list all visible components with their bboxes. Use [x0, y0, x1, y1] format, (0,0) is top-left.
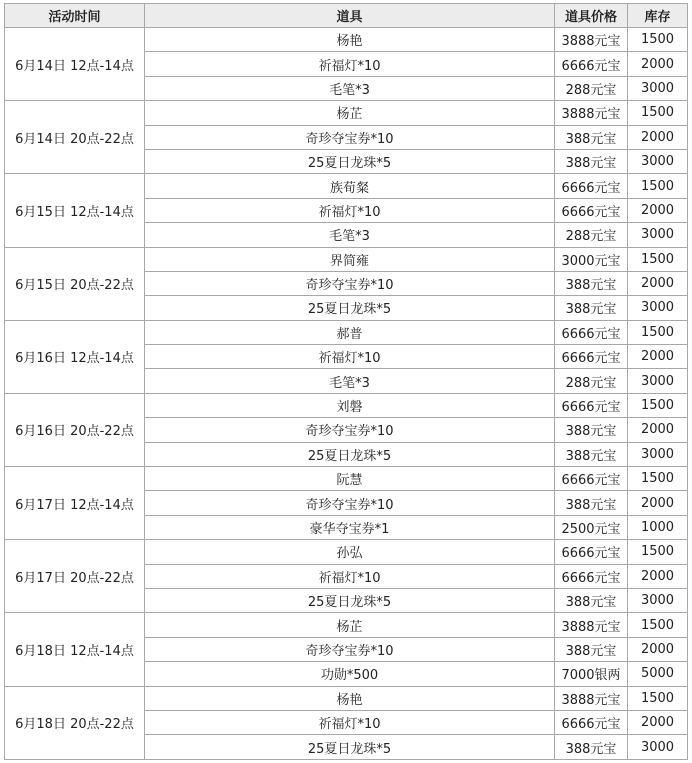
table-row — [5, 613, 688, 637]
activity-time-cell: 6月15日 20点-22点 — [5, 247, 145, 320]
item-cell: 奇珍夺宝券*10 — [145, 491, 555, 515]
price-cell: 388元宝 — [555, 637, 628, 661]
price-cell: 288元宝 — [555, 369, 628, 393]
price-cell: 288元宝 — [555, 223, 628, 247]
price-cell: 388元宝 — [555, 735, 628, 759]
stock-cell: 1500 — [628, 247, 688, 271]
price-cell: 3888元宝 — [555, 686, 628, 710]
table-row — [5, 467, 688, 491]
table-row — [5, 101, 688, 125]
stock-cell: 3000 — [628, 149, 688, 173]
stock-cell: 1500 — [628, 686, 688, 710]
price-cell: 6666元宝 — [555, 198, 628, 222]
table-header-row — [5, 4, 688, 28]
stock-cell: 5000 — [628, 662, 688, 686]
price-cell: 3888元宝 — [555, 101, 628, 125]
item-cell: 杨芷 — [145, 101, 555, 125]
item-cell: 阮慧 — [145, 467, 555, 491]
price-cell: 388元宝 — [555, 125, 628, 149]
header-stock: 库存 — [628, 4, 688, 28]
price-cell: 6666元宝 — [555, 393, 628, 417]
activity-time-cell: 6月17日 12点-14点 — [5, 467, 145, 540]
item-cell: 毛笔*3 — [145, 223, 555, 247]
item-cell: 功勋*500 — [145, 662, 555, 686]
price-cell: 7000银两 — [555, 662, 628, 686]
stock-cell: 1500 — [628, 174, 688, 198]
table-row — [5, 28, 688, 52]
price-cell: 6666元宝 — [555, 345, 628, 369]
price-cell: 3888元宝 — [555, 28, 628, 52]
item-cell: 25夏日龙珠*5 — [145, 588, 555, 612]
stock-cell: 2000 — [628, 345, 688, 369]
price-cell: 6666元宝 — [555, 467, 628, 491]
item-cell: 毛笔*3 — [145, 76, 555, 100]
stock-cell: 2000 — [628, 271, 688, 295]
stock-cell: 1500 — [628, 101, 688, 125]
table-row — [5, 393, 688, 417]
stock-cell: 2000 — [628, 564, 688, 588]
stock-cell: 1000 — [628, 515, 688, 539]
stock-cell: 3000 — [628, 296, 688, 320]
stock-cell: 2000 — [628, 52, 688, 76]
stock-cell: 2000 — [628, 710, 688, 734]
stock-cell: 1500 — [628, 28, 688, 52]
activity-time-cell: 6月17日 20点-22点 — [5, 540, 145, 613]
price-cell: 6666元宝 — [555, 710, 628, 734]
item-cell: 祈福灯*10 — [145, 710, 555, 734]
price-cell: 288元宝 — [555, 76, 628, 100]
table-row — [5, 174, 688, 198]
table-row — [5, 320, 688, 344]
price-cell: 388元宝 — [555, 296, 628, 320]
header-activity-time: 活动时间 — [5, 4, 145, 28]
item-cell: 25夏日龙珠*5 — [145, 735, 555, 759]
header-price: 道具价格 — [555, 4, 628, 28]
item-cell: 祈福灯*10 — [145, 52, 555, 76]
stock-cell: 1500 — [628, 540, 688, 564]
price-cell: 388元宝 — [555, 491, 628, 515]
activity-time-cell: 6月18日 20点-22点 — [5, 686, 145, 759]
schedule-table — [4, 3, 688, 760]
table-row — [5, 686, 688, 710]
item-cell: 奇珍夺宝券*10 — [145, 418, 555, 442]
item-cell: 杨艳 — [145, 28, 555, 52]
item-cell: 孙弘 — [145, 540, 555, 564]
item-cell: 祈福灯*10 — [145, 564, 555, 588]
item-cell: 25夏日龙珠*5 — [145, 149, 555, 173]
header-item: 道具 — [145, 4, 555, 28]
item-cell: 奇珍夺宝券*10 — [145, 637, 555, 661]
stock-cell: 3000 — [628, 223, 688, 247]
price-cell: 6666元宝 — [555, 52, 628, 76]
item-cell: 族荀粲 — [145, 174, 555, 198]
price-cell: 388元宝 — [555, 271, 628, 295]
item-cell: 祈福灯*10 — [145, 345, 555, 369]
price-cell: 2500元宝 — [555, 515, 628, 539]
table-row — [5, 540, 688, 564]
activity-time-cell: 6月16日 20点-22点 — [5, 393, 145, 466]
price-cell: 6666元宝 — [555, 174, 628, 198]
price-cell: 388元宝 — [555, 588, 628, 612]
stock-cell: 1500 — [628, 393, 688, 417]
item-cell: 刘磐 — [145, 393, 555, 417]
stock-cell: 3000 — [628, 369, 688, 393]
item-cell: 毛笔*3 — [145, 369, 555, 393]
stock-cell: 2000 — [628, 637, 688, 661]
stock-cell: 3000 — [628, 588, 688, 612]
stock-cell: 2000 — [628, 418, 688, 442]
item-cell: 界简雍 — [145, 247, 555, 271]
activity-time-cell: 6月18日 12点-14点 — [5, 613, 145, 686]
item-cell: 25夏日龙珠*5 — [145, 442, 555, 466]
item-cell: 郝普 — [145, 320, 555, 344]
price-cell: 388元宝 — [555, 442, 628, 466]
price-cell: 6666元宝 — [555, 564, 628, 588]
stock-cell: 2000 — [628, 491, 688, 515]
stock-cell: 1500 — [628, 467, 688, 491]
activity-time-cell: 6月14日 20点-22点 — [5, 101, 145, 174]
stock-cell: 3000 — [628, 76, 688, 100]
stock-cell: 1500 — [628, 613, 688, 637]
activity-time-cell: 6月15日 12点-14点 — [5, 174, 145, 247]
stock-cell: 2000 — [628, 198, 688, 222]
price-cell: 6666元宝 — [555, 540, 628, 564]
price-cell: 3888元宝 — [555, 613, 628, 637]
stock-cell: 3000 — [628, 735, 688, 759]
item-cell: 杨艳 — [145, 686, 555, 710]
price-cell: 6666元宝 — [555, 320, 628, 344]
stock-cell: 1500 — [628, 320, 688, 344]
price-cell: 3000元宝 — [555, 247, 628, 271]
item-cell: 奇珍夺宝券*10 — [145, 125, 555, 149]
stock-cell: 3000 — [628, 442, 688, 466]
table-row — [5, 247, 688, 271]
item-cell: 祈福灯*10 — [145, 198, 555, 222]
item-cell: 奇珍夺宝券*10 — [145, 271, 555, 295]
item-cell: 豪华夺宝券*1 — [145, 515, 555, 539]
stock-cell: 2000 — [628, 125, 688, 149]
item-cell: 杨芷 — [145, 613, 555, 637]
price-cell: 388元宝 — [555, 418, 628, 442]
price-cell: 388元宝 — [555, 149, 628, 173]
table-body — [5, 28, 688, 760]
activity-time-cell: 6月16日 12点-14点 — [5, 320, 145, 393]
activity-time-cell: 6月14日 12点-14点 — [5, 28, 145, 101]
item-cell: 25夏日龙珠*5 — [145, 296, 555, 320]
